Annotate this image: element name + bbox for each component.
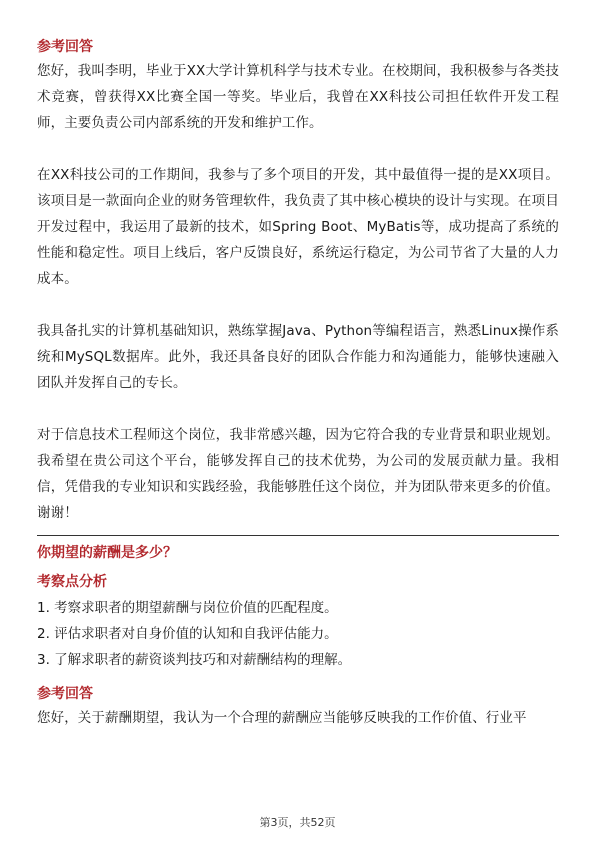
- analysis-list: [37, 595, 559, 673]
- answer-paragraph-4: 对于信息技术工程师这个岗位，我非常感兴趣，因为它符合我的专业背景和职业规划。我希望在贵公司这个平台，能够发挥自己的技术优势，为公司的发展贡献力量。我相信，凭借我的专业知识和实践经验，我能够胜任这个岗位，并为团队带来更多的价值。谢谢！: [37, 427, 559, 521]
- answer-paragraph-2: 在XX科技公司的工作期间，我参与了多个项目的开发，其中最值得一提的是XX项目。该项目是一款面向企业的财务管理软件，我负责了其中核心模块的设计与实现。在项目开发过程中，我运用了最新的技术，如Spring Boot、MyBatis等，成功提高了系统的性能和稳定性。项目上线后，客户反馈良好，系统运行稳定，为公司节省了大量的人力成本。: [37, 167, 559, 287]
- document-page: [37, 36, 559, 731]
- analysis-item: 3. 了解求职者的薪资谈判技巧和对薪酬结构的理解。: [37, 652, 352, 668]
- answer-paragraph-1: 您好，我叫李明，毕业于XX大学计算机科学与技术专业。在校期间，我积极参与各类技术竞赛，曾获得XX比赛全国一等奖。毕业后，我曾在XX科技公司担任软件开发工程师，主要负责公司内部系统的开发和维护工作。: [37, 63, 559, 131]
- section-divider: [37, 535, 559, 536]
- reference-answer-heading-2: 参考回答: [37, 686, 93, 702]
- analysis-item: 1. 考察求职者的期望薪酬与岗位价值的匹配程度。: [37, 600, 338, 616]
- analysis-heading: 考察点分析: [37, 574, 107, 590]
- reference-answer-heading: 参考回答: [37, 39, 93, 55]
- question-heading: 你期望的薪酬是多少？: [37, 545, 177, 561]
- analysis-item: 2. 评估求职者对自身价值的认知和自我评估能力。: [37, 626, 338, 642]
- page-number: 第3页，共52页: [259, 816, 336, 829]
- answer-paragraph-3: 我具备扎实的计算机基础知识，熟练掌握Java、Python等编程语言，熟悉Linux操作系统和MySQL数据库。此外，我还具备良好的团队合作能力和沟通能力，能够快速融入团队并发挥自己的专长。: [37, 323, 559, 391]
- answer-paragraph-salary: 您好，关于薪酬期望，我认为一个合理的薪酬应当能够反映我的工作价值、行业平: [37, 710, 527, 726]
